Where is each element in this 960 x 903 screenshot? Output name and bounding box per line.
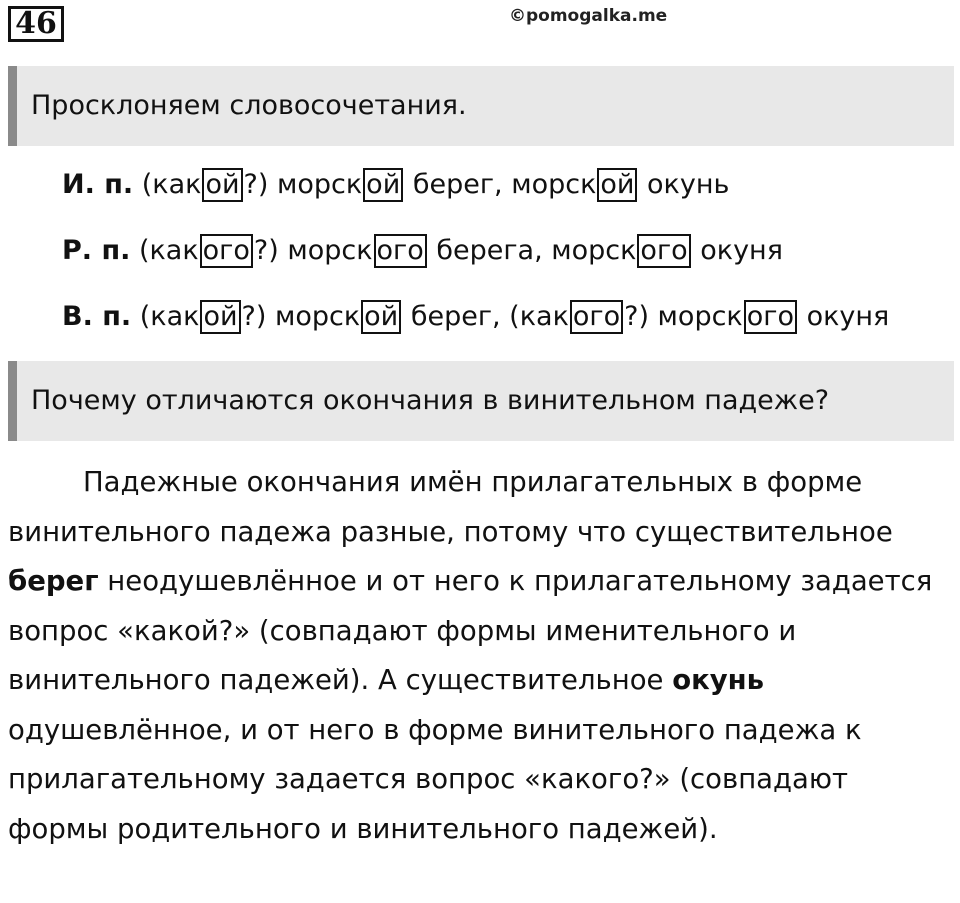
answer-text: неодушевлённое и от него к прилагательному задается вопрос «какой?» (совпадают формы именительного и винительного падежей). А существительное [8, 565, 933, 696]
case-text: берег, морск [404, 169, 597, 200]
answer-bold-word: окунь [672, 664, 765, 696]
case-text: ?) морск [243, 169, 363, 200]
answer-paragraph [8, 458, 953, 854]
case-text: окуня [797, 301, 890, 332]
case-text: ?) морск [241, 301, 361, 332]
ending-box: ого [637, 234, 690, 268]
ending-box: ой [202, 168, 242, 202]
ending-box: ого [744, 300, 797, 334]
question-box-1 [8, 66, 954, 146]
case-row-nominative [62, 165, 729, 205]
answer-bold-word: берег [8, 565, 99, 597]
answer-text: одушевлённое, и от него в форме винительного падежа к прилагательному задается вопрос «какого?» (совпадают формы родительного и винительного падежей). [8, 713, 862, 845]
case-text: окуня [691, 235, 783, 266]
question-text-2: Почему отличаются окончания в винительном падеже? [31, 385, 830, 416]
case-label: И. п. [62, 169, 134, 200]
case-row-accusative [62, 297, 889, 337]
ending-box: ой [597, 168, 637, 202]
ending-box: ого [374, 234, 427, 268]
ending-box: ой [200, 300, 240, 334]
case-label: В. п. [62, 301, 132, 332]
watermark: ©pomogalka.me [509, 6, 668, 26]
case-text: ?) морск [624, 301, 743, 332]
case-text: окунь [638, 169, 730, 200]
case-label: Р. п. [62, 235, 131, 266]
case-text: (как [133, 169, 202, 200]
question-box-2 [8, 361, 954, 441]
case-text: берег, (как [402, 301, 569, 332]
ending-box: ого [570, 300, 623, 334]
case-text: ?) морск [253, 235, 373, 266]
case-row-genitive [62, 231, 783, 271]
ending-box: ой [361, 300, 401, 334]
case-text: (как [130, 235, 199, 266]
question-text-1: Просклоняем словосочетания. [31, 90, 467, 121]
ending-box: ой [363, 168, 403, 202]
task-number: 46 [8, 6, 64, 42]
answer-text: Падежные окончания имён прилагательных в форме винительного падежа разные, потому что существительное [8, 466, 893, 548]
case-text: берега, морск [427, 235, 637, 266]
ending-box: ого [200, 234, 253, 268]
case-text: (как [131, 301, 200, 332]
